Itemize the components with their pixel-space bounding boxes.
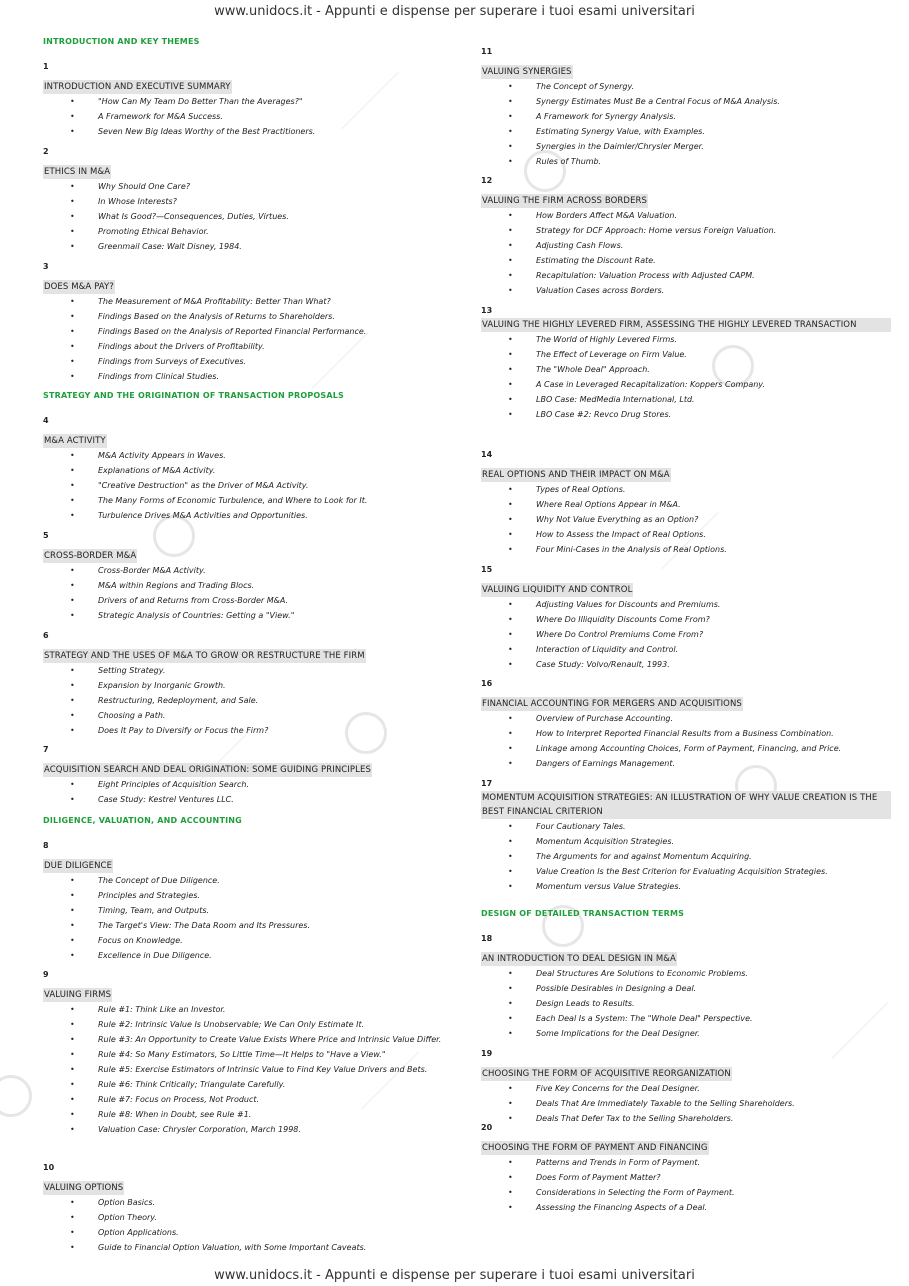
chapter-topic-list (481, 482, 891, 557)
list-item: • The "Whole Deal" Approach. (481, 362, 891, 377)
chapter-topic-list (481, 208, 891, 298)
chapter-topic-list (481, 1081, 891, 1126)
chapter-topic-list (43, 663, 443, 738)
chapter-topic-list (43, 294, 443, 384)
list-item: • Focus on Knowledge. (43, 933, 443, 948)
chapter-3 (43, 262, 443, 384)
chapter-13 (481, 306, 891, 422)
list-item: • The World of Highly Levered Firms. (481, 332, 891, 347)
section-theme-heading: DESIGN OF DETAILED TRANSACTION TERMS (481, 909, 685, 918)
chapter-topic-list (43, 563, 443, 623)
list-item: • M&A Activity Appears in Waves. (43, 448, 443, 463)
chapter-topic-list (43, 94, 443, 139)
list-item: • Findings Based on the Analysis of Returns to Shareholders. (43, 309, 443, 324)
list-item: • Rule #4: So Many Estimators, So Little Time—It Helps to "Have a View." (43, 1047, 443, 1062)
chapter-12 (481, 176, 891, 298)
chapter-number: 14 (481, 450, 493, 459)
chapter-6 (43, 631, 443, 738)
chapter-17 (481, 779, 891, 894)
list-item: • Why Should One Care? (43, 179, 443, 194)
list-item: • Momentum versus Value Strategies. (481, 879, 891, 894)
list-item: • Valuation Case: Chrysler Corporation, March 1998. (43, 1122, 443, 1137)
list-item: • Does Form of Payment Matter? (481, 1170, 891, 1185)
list-item: • The Measurement of M&A Profitability: Better Than What? (43, 294, 443, 309)
chapter-4 (43, 416, 443, 523)
list-item: • How to Interpret Reported Financial Results from a Business Combination. (481, 726, 891, 741)
list-item: • Valuation Cases across Borders. (481, 283, 891, 298)
chapter-title: CHOOSING THE FORM OF PAYMENT AND FINANCING (482, 1143, 708, 1153)
list-item: • Linkage among Accounting Choices, Form of Payment, Financing, and Price. (481, 741, 891, 756)
chapter-9 (43, 970, 443, 1137)
list-item: • Case Study: Volvo/Renault, 1993. (481, 657, 891, 672)
chapter-title: VALUING THE HIGHLY LEVERED FIRM, ASSESSING THE HIGHLY LEVERED TRANSACTION (481, 318, 891, 332)
chapter-number: 12 (481, 176, 493, 185)
watermark-banner-bottom: www.unidocs.it - Appunti e dispense per superare i tuoi esami universitari (214, 1268, 695, 1283)
list-item: • The Concept of Synergy. (481, 79, 891, 94)
list-item: • The Arguments for and against Momentum Acquiring. (481, 849, 891, 864)
list-item: • Guide to Financial Option Valuation, with Some Important Caveats. (43, 1240, 443, 1255)
chapter-number: 4 (43, 416, 49, 425)
list-item: • Strategy for DCF Approach: Home versus Foreign Valuation. (481, 223, 891, 238)
list-item: • Considerations in Selecting the Form of Payment. (481, 1185, 891, 1200)
list-item: • Some Implications for the Deal Designer. (481, 1026, 891, 1041)
chapter-number: 2 (43, 147, 49, 156)
list-item: • Deals That Defer Tax to the Selling Shareholders. (481, 1111, 891, 1126)
list-item: • Option Basics. (43, 1195, 443, 1210)
list-item: • Rule #6: Think Critically; Triangulate Carefully. (43, 1077, 443, 1092)
list-item: • Interaction of Liquidity and Control. (481, 642, 891, 657)
chapter-title: CROSS-BORDER M&A (44, 551, 137, 561)
chapter-topic-list (481, 711, 891, 771)
chapter-number: 18 (481, 934, 493, 943)
chapter-10 (43, 1163, 443, 1255)
chapter-title: M&A ACTIVITY (44, 436, 106, 446)
chapter-14 (481, 450, 891, 557)
list-item: • Seven New Big Ideas Worthy of the Best Practitioners. (43, 124, 443, 139)
chapter-number: 8 (43, 841, 49, 850)
watermark-banner-top: www.unidocs.it - Appunti e dispense per superare i tuoi esami universitari (214, 4, 695, 19)
list-item: • Possible Desirables in Designing a Deal. (481, 981, 891, 996)
chapter-16 (481, 679, 891, 771)
list-item: • Findings Based on the Analysis of Reported Financial Performance. (43, 324, 443, 339)
chapter-11 (481, 47, 891, 169)
chapter-number: 15 (481, 565, 493, 574)
list-item: • Expansion by Inorganic Growth. (43, 678, 443, 693)
chapter-title: DUE DILIGENCE (44, 861, 113, 871)
chapter-topic-list (481, 332, 891, 422)
chapter-topic-list (481, 597, 891, 672)
chapter-5 (43, 531, 443, 623)
list-item: • Assessing the Financing Aspects of a Deal. (481, 1200, 891, 1215)
chapter-title: ETHICS IN M&A (44, 167, 111, 177)
list-item: • Turbulence Drives M&A Activities and Opportunities. (43, 508, 443, 523)
chapter-title: CHOOSING THE FORM OF ACQUISITIVE REORGANIZATION (482, 1069, 731, 1079)
list-item: • Where Real Options Appear in M&A. (481, 497, 891, 512)
list-item: • Four Mini-Cases in the Analysis of Real Options. (481, 542, 891, 557)
list-item: • Each Deal Is a System: The "Whole Deal" Perspective. (481, 1011, 891, 1026)
section-theme-heading: STRATEGY AND THE ORIGINATION OF TRANSACTION PROPOSALS (43, 391, 345, 400)
list-item: • Estimating the Discount Rate. (481, 253, 891, 268)
list-item: • Rule #1: Think Like an Investor. (43, 1002, 443, 1017)
chapter-number: 9 (43, 970, 49, 979)
list-item: • Setting Strategy. (43, 663, 443, 678)
list-item: • Design Leads to Results. (481, 996, 891, 1011)
list-item: • The Effect of Leverage on Firm Value. (481, 347, 891, 362)
list-item: • Where Do Illiquidity Discounts Come From? (481, 612, 891, 627)
list-item: • Adjusting Values for Discounts and Premiums. (481, 597, 891, 612)
list-item: • "How Can My Team Do Better Than the Averages?" (43, 94, 443, 109)
chapter-topic-list (43, 1195, 443, 1255)
list-item: • Synergies in the Daimler/Chrysler Merger. (481, 139, 891, 154)
list-item: • Cross-Border M&A Activity. (43, 563, 443, 578)
list-item: • Excellence in Due Diligence. (43, 948, 443, 963)
chapter-number: 6 (43, 631, 49, 640)
list-item: • Where Do Control Premiums Come From? (481, 627, 891, 642)
chapter-title: VALUING THE FIRM ACROSS BORDERS (482, 196, 648, 206)
chapter-title: VALUING LIQUIDITY AND CONTROL (482, 585, 633, 595)
list-item: • Momentum Acquisition Strategies. (481, 834, 891, 849)
list-item: • M&A within Regions and Trading Blocs. (43, 578, 443, 593)
list-item: • The Concept of Due Diligence. (43, 873, 443, 888)
list-item: • Patterns and Trends in Form of Payment. (481, 1155, 891, 1170)
chapter-topic-list (481, 966, 891, 1041)
chapter-number: 16 (481, 679, 493, 688)
chapter-number: 17 (481, 779, 493, 788)
list-item: • Rule #5: Exercise Estimators of Intrinsic Value to Find Key Value Drivers and Bets. (43, 1062, 443, 1077)
list-item: • Rule #7: Focus on Process, Not Product. (43, 1092, 443, 1107)
list-item: • Timing, Team, and Outputs. (43, 903, 443, 918)
chapter-20 (481, 1123, 891, 1215)
list-item: • Estimating Synergy Value, with Examples. (481, 124, 891, 139)
list-item: • Synergy Estimates Must Be a Central Focus of M&A Analysis. (481, 94, 891, 109)
list-item: • A Case in Leveraged Recapitalization: Koppers Company. (481, 377, 891, 392)
list-item: • Deal Structures Are Solutions to Economic Problems. (481, 966, 891, 981)
list-item: • LBO Case: MedMedia International, Ltd. (481, 392, 891, 407)
chapter-title: MOMENTUM ACQUISITION STRATEGIES: AN ILLUSTRATION OF WHY VALUE CREATION IS THE BEST FINANCIAL CRITERION (481, 791, 891, 819)
list-item: • Dangers of Earnings Management. (481, 756, 891, 771)
chapter-topic-list (43, 1002, 443, 1137)
watermark-logo-icon (0, 1075, 32, 1117)
list-item: • A Framework for Synergy Analysis. (481, 109, 891, 124)
list-item: • Four Cautionary Tales. (481, 819, 891, 834)
chapter-title: VALUING OPTIONS (44, 1183, 124, 1193)
chapter-topic-list (481, 1155, 891, 1215)
list-item: • Why Not Value Everything as an Option? (481, 512, 891, 527)
list-item: • Five Key Concerns for the Deal Designer. (481, 1081, 891, 1096)
chapter-title: STRATEGY AND THE USES OF M&A TO GROW OR RESTRUCTURE THE FIRM (44, 651, 365, 661)
list-item: • Adjusting Cash Flows. (481, 238, 891, 253)
chapter-topic-list (43, 448, 443, 523)
chapter-15 (481, 565, 891, 672)
chapter-number: 10 (43, 1163, 55, 1172)
chapter-title: DOES M&A PAY? (44, 282, 114, 292)
list-item: • Rule #8: When in Doubt, see Rule #1. (43, 1107, 443, 1122)
list-item: • Principles and Strategies. (43, 888, 443, 903)
chapter-title: FINANCIAL ACCOUNTING FOR MERGERS AND ACQUISITIONS (482, 699, 742, 709)
section-theme-heading: DILIGENCE, VALUATION, AND ACCOUNTING (43, 816, 242, 825)
list-item: • Recapitulation: Valuation Process with Adjusted CAPM. (481, 268, 891, 283)
chapter-2 (43, 147, 443, 254)
chapter-topic-list (43, 179, 443, 254)
list-item: • Greenmail Case: Walt Disney, 1984. (43, 239, 443, 254)
list-item: • Findings about the Drivers of Profitability. (43, 339, 443, 354)
list-item: • Option Theory. (43, 1210, 443, 1225)
list-item: • Types of Real Options. (481, 482, 891, 497)
chapter-19 (481, 1049, 891, 1126)
list-item: • How to Assess the Impact of Real Options. (481, 527, 891, 542)
list-item: • Restructuring, Redeployment, and Sale. (43, 693, 443, 708)
list-item: • Rules of Thumb. (481, 154, 891, 169)
chapter-7 (43, 745, 443, 807)
chapter-number: 7 (43, 745, 49, 754)
list-item: • Promoting Ethical Behavior. (43, 224, 443, 239)
list-item: • Does It Pay to Diversify or Focus the Firm? (43, 723, 443, 738)
chapter-number: 19 (481, 1049, 493, 1058)
chapter-title: ACQUISITION SEARCH AND DEAL ORIGINATION: SOME GUIDING PRINCIPLES (44, 765, 371, 775)
list-item: • Option Applications. (43, 1225, 443, 1240)
list-item: • LBO Case #2: Revco Drug Stores. (481, 407, 891, 422)
chapter-title: REAL OPTIONS AND THEIR IMPACT ON M&A (482, 470, 670, 480)
chapter-number: 11 (481, 47, 493, 56)
list-item: • Overview of Purchase Accounting. (481, 711, 891, 726)
list-item: • What Is Good?—Consequences, Duties, Virtues. (43, 209, 443, 224)
list-item: • In Whose Interests? (43, 194, 443, 209)
list-item: • "Creative Destruction" as the Driver of M&A Activity. (43, 478, 443, 493)
list-item: • Eight Principles of Acquisition Search. (43, 777, 443, 792)
chapter-number: 20 (481, 1123, 493, 1132)
chapter-topic-list (481, 79, 891, 169)
chapter-number: 5 (43, 531, 49, 540)
list-item: • Explanations of M&A Activity. (43, 463, 443, 478)
chapter-topic-list (481, 819, 891, 894)
chapter-title: VALUING SYNERGIES (482, 67, 572, 77)
chapter-topic-list (43, 873, 443, 963)
chapter-8 (43, 841, 443, 963)
list-item: • Findings from Surveys of Executives. (43, 354, 443, 369)
chapter-number: 13 (481, 306, 493, 315)
list-item: • The Many Forms of Economic Turbulence, and Where to Look for It. (43, 493, 443, 508)
list-item: • How Borders Affect M&A Valuation. (481, 208, 891, 223)
chapter-number: 1 (43, 62, 49, 71)
chapter-18 (481, 934, 891, 1041)
chapter-title: INTRODUCTION AND EXECUTIVE SUMMARY (44, 82, 231, 92)
chapter-number: 3 (43, 262, 49, 271)
list-item: • Drivers of and Returns from Cross-Border M&A. (43, 593, 443, 608)
list-item: • Rule #3: An Opportunity to Create Value Exists Where Price and Intrinsic Value Differ. (43, 1032, 443, 1047)
chapter-title: AN INTRODUCTION TO DEAL DESIGN IN M&A (482, 954, 676, 964)
chapter-title: VALUING FIRMS (44, 990, 112, 1000)
list-item: • The Target's View: The Data Room and Its Pressures. (43, 918, 443, 933)
list-item: • Findings from Clinical Studies. (43, 369, 443, 384)
list-item: • Value Creation Is the Best Criterion for Evaluating Acquisition Strategies. (481, 864, 891, 879)
list-item: • A Framework for M&A Success. (43, 109, 443, 124)
section-theme-heading: INTRODUCTION AND KEY THEMES (43, 37, 200, 46)
list-item: • Case Study: Kestrel Ventures LLC. (43, 792, 443, 807)
chapter-topic-list (43, 777, 443, 807)
list-item: • Strategic Analysis of Countries: Getting a "View." (43, 608, 443, 623)
list-item: • Choosing a Path. (43, 708, 443, 723)
chapter-1 (43, 62, 443, 139)
list-item: • Rule #2: Intrinsic Value Is Unobservable; We Can Only Estimate It. (43, 1017, 443, 1032)
list-item: • Deals That Are Immediately Taxable to the Selling Shareholders. (481, 1096, 891, 1111)
